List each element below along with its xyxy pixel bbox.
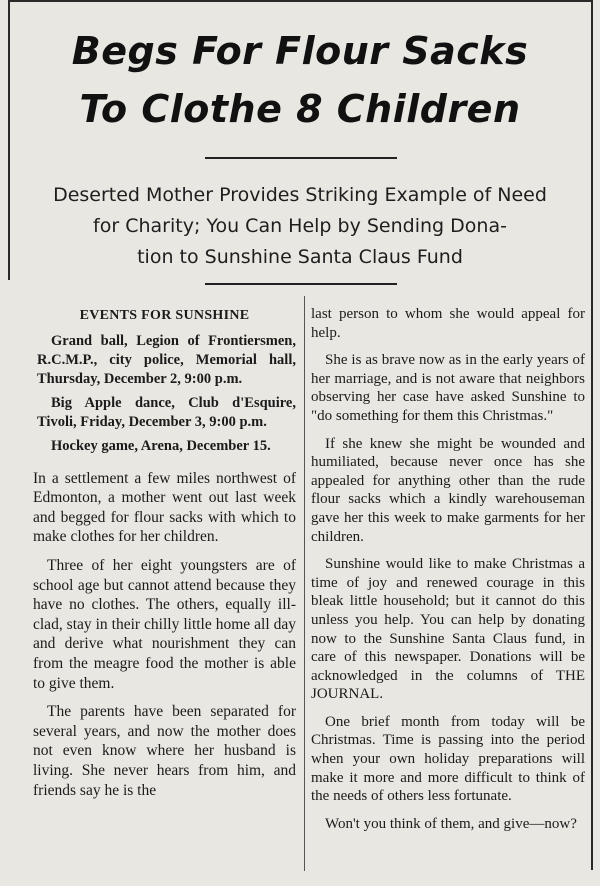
article-paragraph: last person to whom she would appeal for help.: [311, 306, 585, 341]
events-title: EVENTS FOR SUNSHINE: [79, 308, 250, 323]
frame-left-rule: [8, 0, 10, 280]
left-column: [33, 305, 296, 809]
subheadline-line-3: tion to Sunshine Santa Claus Fund: [137, 246, 463, 268]
article-paragraph: She is as brave now as in the early years of her marriage, and is not aware that neighbors observing her case have asked Sunshine to "do something for them this Christmas.": [311, 352, 585, 424]
article-paragraph: One brief month from today will be Christmas. Time is passing into the period when your own holiday preparations will make it more and more difficult to think of the needs of others less fortunate.: [311, 713, 585, 805]
event-item: Hockey game, Arena, December 15.: [51, 437, 271, 454]
article-paragraph: The parents have been separated for several years, and now the mother does not even know where her husband is living. She never hears from him, and friends say he is the: [33, 703, 296, 799]
article-paragraph: Won't you think of them, and give—now?: [325, 815, 577, 832]
events-box: [33, 307, 296, 456]
event-item: Grand ball, Legion of Frontiersmen, R.C.M.P., city police, Memorial hall, Thursday, December 2, 9:00 p.m.: [37, 332, 296, 387]
column-divider: [304, 296, 305, 871]
article-paragraph: If she knew she might be wounded and humiliated, because never once has she appealed for anything other than the rude flour sacks which a kindly warehouseman gave her this week to make garments for her children.: [311, 435, 585, 545]
subheadline-divider: [205, 283, 397, 285]
subheadline-line-2: for Charity; You Can Help by Sending Dona-: [93, 215, 507, 237]
article-paragraph: Sunshine would like to make Christmas a time of joy and renewed courage in this bleak little household; but it cannot do this unless you help. You can help by donating now to the Sunshine Santa Claus fund, in care of this newspaper. Donations will be acknowledged in the columns of THE JOURNAL.: [311, 556, 585, 703]
event-item: Big Apple dance, Club d'Esquire, Tivoli, Friday, December 3, 9:00 p.m.: [37, 394, 296, 430]
frame-right-rule: [591, 0, 593, 870]
headline-line-2: To Clothe 8 Children: [79, 87, 521, 131]
article-paragraph: Three of her eight youngsters are of school age but cannot attend because they have no clothes. The others, equally ill-clad, stay in their chilly little home all day and derive what nourishment they can from the meagre food the mother is able to give them.: [33, 556, 296, 692]
right-column: [311, 305, 585, 842]
headline: [12, 22, 588, 138]
subheadline-line-1: Deserted Mother Provides Striking Example of Need: [53, 184, 547, 206]
headline-divider: [205, 157, 397, 159]
frame-top-rule: [8, 0, 593, 2]
headline-line-1: Begs For Flour Sacks: [71, 29, 529, 73]
article-paragraph: In a settlement a few miles northwest of Edmonton, a mother went out last week and begged for flour sacks with which to make clothes for her children.: [33, 469, 296, 546]
subheadline: [12, 180, 588, 273]
